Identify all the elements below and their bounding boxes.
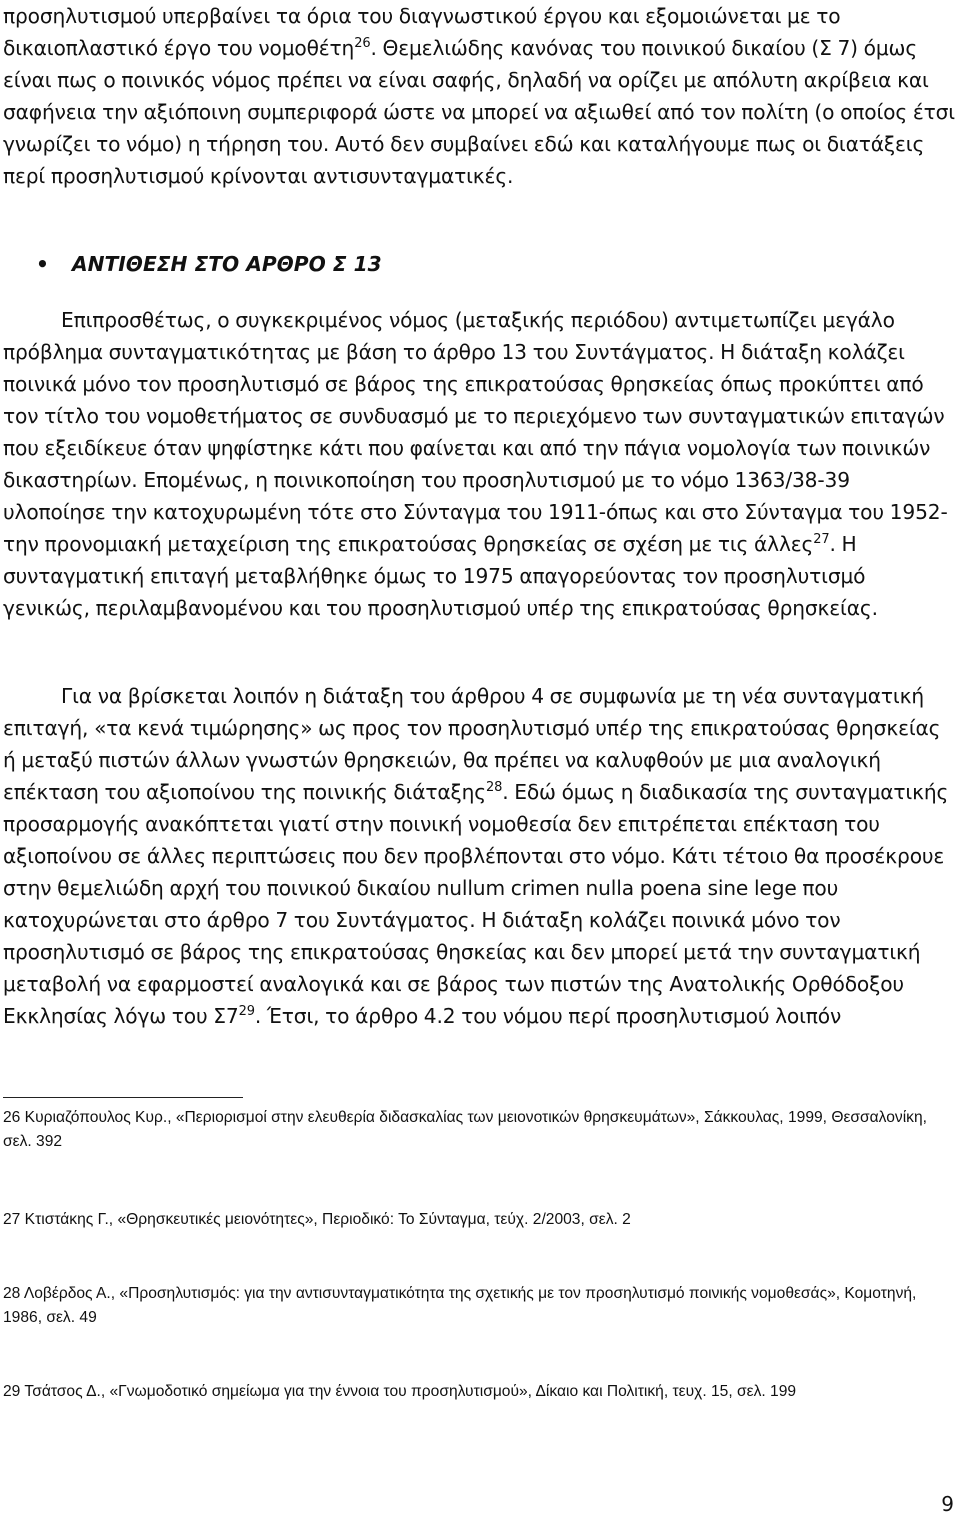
paragraph-3-text-a: Για να βρίσκεται λοιπόν η διάταξη του άρθρου 4 σε συμφωνία με τη νέα συνταγματική επιταγή, «τα κενά τιμώρησης» ως προς τον προσηλυτισμό υπέρ της επικρατούσας θρησκείας ή μεταξύ πιστών άλλων γνωστών θρησκειών, θα πρέπει να καλυφθούν με μια αναλογική επέκταση του αξιοποίνου της ποινικής διάταξης: [3, 684, 941, 804]
footnote-26: 26 Κυριαζόπουλος Κυρ., «Περιορισμοί στην ελευθερία διδασκαλίας των μειονοτικών θρησκευμάτων», Σάκκουλας, 1999, Θεσσαλονίκη, σελ. 392: [3, 1109, 927, 1150]
bullet-icon: •: [36, 252, 49, 276]
footnote-27: 27 Κτιστάκης Γ., «Θρησκευτικές μειονότητες», Περιοδικό: Το Σύνταγμα, τεύχ. 2/2003, σελ. 2: [3, 1211, 631, 1228]
paragraph-3: [3, 680, 957, 1032]
paragraph-1: [3, 0, 957, 192]
footnote-separator: [3, 1097, 243, 1098]
footnote-ref-29: 29: [238, 1004, 255, 1019]
paragraph-2-text-b: . Η συνταγματική επιταγή μεταβλήθηκε όμως το 1975 απαγορεύοντας τον προσηλυτισμό γενικώς, περιλαμβανομένου και του προσηλυτισμού υπέρ της επικρατούσας θρησκείας.: [3, 532, 878, 620]
footnote-ref-28: 28: [485, 780, 503, 795]
paragraph-3-text-b: . Εδώ όμως η διαδικασία της συνταγματικής προσαρμογής ανακόπτεται γιατί στην ποινική νομοθεσία δεν επιτρέπεται επέκταση του αξιοποίνου σε άλλες περιπτώσεις που δεν προβλέπονται στο νόμο. Κάτι τέτοιο θα προσέκρουε στην θεμελιώδη αρχή του ποινικού δικαίου nullum crimen nulla poena sine lege που κατοχυρώνεται στο άρθρο 7 του Συντάγματος. Η διάταξη κολάζει ποινικά μόνο τον προσηλυτισμό σε βάρος της επικρατούσας θησκείας και δεν μπορεί μετά την συνταγματική μεταβολή να εφαρμοστεί αναλογικά και σε βάρος των πιστών της Ανατολικής Ορθόδοξου Εκκλησίας λόγω του Σ7: [3, 780, 949, 1028]
section-heading: [36, 248, 382, 280]
paragraph-1-text-a: προσηλυτισμού υπερβαίνει τα όρια του διαγνωστικού έργου και εξομοιώνεται με το δικαιοπλαστικό έργο του νομοθέτη: [3, 4, 841, 60]
paragraph-3-text-c: . Έτσι, το άρθρο 4.2 του νόμου περί προσηλυτισμού λοιπόν: [254, 1004, 842, 1028]
paragraph-1-text-b: . Θεμελιώδης κανόνας του ποινικού δικαίου (Σ 7) όμως είναι πως ο ποινικός νόμος πρέπει να είναι σαφής, δηλαδή να ορίζει με απόλυτη ακρίβεια και σαφήνεια την αξιόποινη συμπεριφορά ώστε να μπορεί να αξιωθεί από τον πολίτη (ο οποίος έτσι γνωρίζει το νόμο) η τήρηση του. Αυτό δεν συμβαίνει εδώ και καταλήγουμε πως οι διατάξεις περί προσηλυτισμού κρίνονται αντισυνταγματικές.: [3, 36, 955, 188]
page-number: 9: [941, 1492, 954, 1516]
footnote-ref-26: 26: [354, 36, 371, 51]
footnote-28: 28 Λοβέρδος Α., «Προσηλυτισμός: για την αντισυνταγματικότητα της σχετικής με τον προσηλυτισμό ποινικής νομοθεσάς», Κομοτηνή, 1986, σελ. 49: [3, 1285, 917, 1326]
footnote-29: 29 Τσάτσος Δ., «Γνωμοδοτικό σημείωμα για την έννοια του προσηλυτισμού», Δίκαιο και Πολιτική, τευχ. 15, σελ. 199: [3, 1383, 797, 1400]
section-heading-text: ΑΝΤΙΘΕΣΗ ΣΤΟ ΑΡΘΡΟ Σ 13: [72, 252, 382, 276]
paragraph-2-text-a: Επιπροσθέτως, ο συγκεκριμένος νόμος (μεταξικής περιόδου) αντιμετωπίζει μεγάλο πρόβλημα συνταγματικότητας με βάση το άρθρο 13 του Συντάγματος. Η διάταξη κολάζει ποινικά μόνο τον προσηλυτισμό σε βάρος της επικρατούσας θρησκείας όπως προκύπτει από τον τίτλο του νομοθετήματος σε συνδυασμό με το περιεχόμενο των συνταγματικών επιταγών που εξειδίκευε όταν ψηφίστηκε κάτι που φαίνεται και από την πάγια νομολογία των ποινικών δικαστηρίων. Επομένως, η ποινικοποίηση του προσηλυτισμού με το νόμο 1363/38-39 υλοποίησε την κατοχυρωμένη τότε στο Σύνταγμα του 1911-όπως και στο Σύνταγμα του 1952- την προνομιακή μεταχείριση της επικρατούσας θρησκείας σε σχέση με τις άλλες: [3, 308, 948, 556]
paragraph-2: [3, 304, 957, 624]
footnote-ref-27: 27: [813, 532, 830, 547]
